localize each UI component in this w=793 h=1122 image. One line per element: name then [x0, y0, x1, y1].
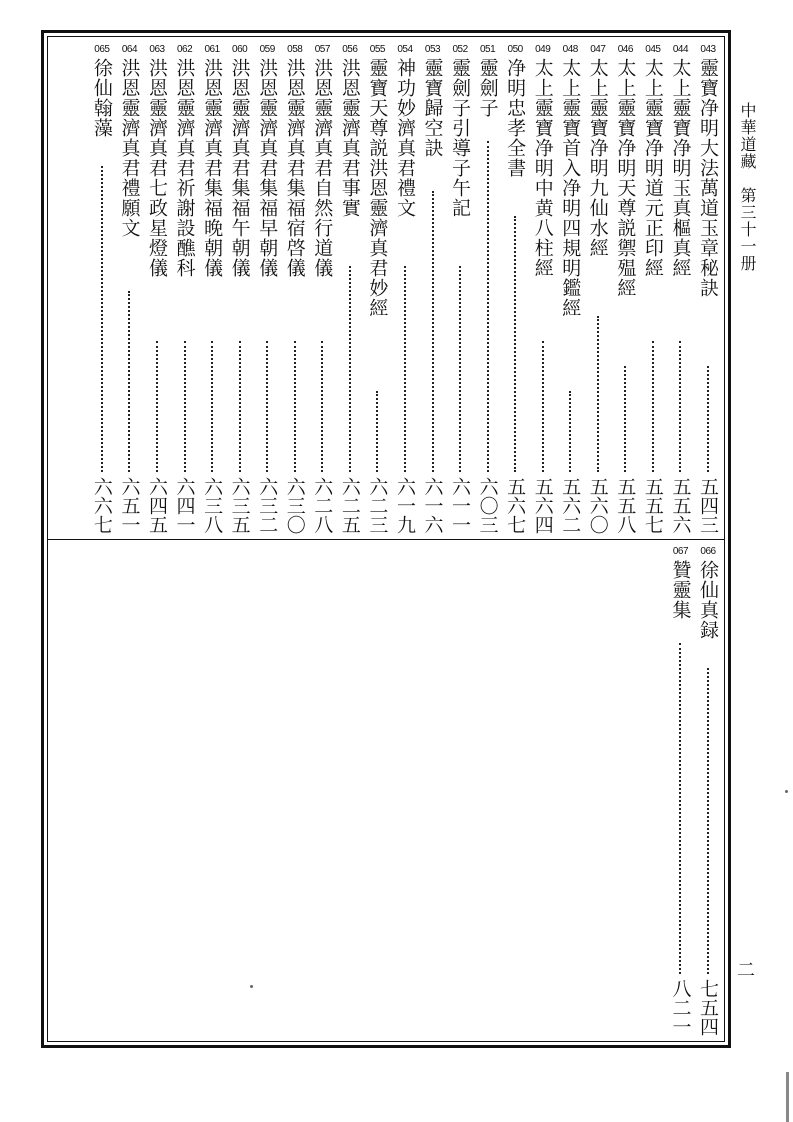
toc-entry: [556, 44, 584, 534]
entry-page-number: 六一一: [449, 477, 472, 534]
dot-leader: [624, 366, 626, 472]
dot-leader: [597, 316, 599, 472]
toc-entry: [446, 44, 474, 534]
dot-leader: [707, 668, 709, 974]
dot-leader: [294, 341, 296, 472]
toc-entry: [253, 44, 281, 534]
entry-page-number: 六五一: [118, 477, 141, 534]
scan-speck: [250, 985, 253, 988]
entry-title: 靈劍子: [476, 58, 499, 118]
entry-title: 贊靈集: [669, 560, 692, 620]
entry-page-number: 五六四: [531, 477, 554, 534]
entry-number: 044: [672, 44, 689, 55]
entry-title: 太上靈寶净明玉真樞真經: [669, 58, 692, 278]
entry-title: 靈劍子引導子午記: [449, 58, 472, 218]
entry-page-number: 五六〇: [586, 477, 609, 534]
dot-leader: [184, 341, 186, 472]
entry-title: 太上靈寶净明道元正印經: [641, 58, 664, 278]
entry-title: 洪恩靈濟真君自然行道儀: [311, 58, 334, 278]
entry-title: 靈寶天尊説洪恩靈濟真君妙經: [366, 58, 389, 318]
entry-number: 046: [617, 44, 633, 55]
dot-leader: [679, 341, 681, 472]
entry-number: 065: [94, 44, 110, 55]
entry-title: 洪恩靈濟真君祈謝設醮科: [173, 58, 196, 278]
toc-entry: [198, 44, 226, 534]
entry-page-number: 七五四: [697, 979, 719, 1036]
toc-entry: [88, 44, 116, 534]
dot-leader: [487, 141, 489, 472]
entry-page-number: 六三〇: [283, 477, 306, 534]
entry-page-number: 六二三: [366, 477, 389, 534]
entry-page-number: 六四一: [173, 477, 196, 534]
dot-leader: [707, 366, 709, 472]
dot-leader: [156, 341, 158, 472]
entry-title: 洪恩靈濟真君禮願文: [118, 58, 141, 238]
entry-title: 洪恩靈濟真君集福晚朝儀: [201, 58, 224, 278]
scan-edge-mark: [786, 1072, 789, 1122]
entry-title: 太上靈寶净明天尊説禦殟經: [614, 58, 637, 298]
entry-page-number: 六〇三: [476, 477, 499, 534]
running-header: [736, 102, 758, 272]
entry-number: 048: [562, 44, 578, 55]
entry-number: 051: [480, 44, 496, 55]
entry-page-number: 六四五: [146, 477, 168, 534]
dot-leader: [514, 216, 516, 472]
dot-leader: [652, 341, 654, 472]
entry-number: 050: [507, 44, 523, 55]
entry-title: 洪恩靈濟真君事實: [338, 58, 361, 218]
entry-page-number: 六二五: [338, 477, 361, 534]
dot-leader: [679, 643, 681, 974]
entry-number: 062: [176, 44, 193, 55]
toc-entry: [308, 44, 336, 534]
entry-title: 太上靈寶净明九仙水經: [586, 58, 609, 258]
entry-number: 057: [314, 44, 330, 55]
toc-entry: [171, 44, 199, 534]
toc-entry: [115, 44, 143, 534]
toc-entry: [694, 44, 722, 534]
entry-page-number: 六三八: [201, 477, 224, 534]
entry-number: 067: [672, 546, 689, 557]
entry-number: 058: [287, 44, 303, 55]
toc-entry: [666, 44, 694, 534]
entry-number: 056: [342, 44, 358, 55]
entry-page-number: 五六二: [559, 477, 582, 534]
entry-title: 神功妙濟真君禮文: [393, 58, 416, 218]
entry-title: 洪恩靈濟真君集福宿啓儀: [283, 58, 306, 278]
toc-entry: [666, 546, 694, 1036]
entry-title: 洪恩靈濟真君集福早朝儀: [256, 58, 279, 278]
toc-entry: [639, 44, 667, 534]
entry-title: 徐仙真録: [697, 560, 719, 640]
entry-number: 061: [204, 44, 220, 55]
entry-page-number: 五五七: [641, 477, 664, 534]
entry-title: 靈寶净明大法萬道玉章秘訣: [697, 58, 719, 298]
dot-leader: [569, 391, 571, 472]
entry-title: 徐仙翰藻: [90, 58, 113, 138]
entry-title: 洪恩靈濟真君集福午朝儀: [228, 58, 251, 278]
toc-entry: [529, 44, 557, 534]
toc-entry: [611, 44, 639, 534]
entry-page-number: 五六七: [504, 477, 527, 534]
dot-leader: [404, 266, 406, 472]
section-divider: [47, 539, 725, 540]
entry-page-number: 六三二: [256, 477, 279, 534]
toc-entry: [501, 44, 529, 534]
dot-leader: [376, 391, 378, 472]
entry-page-number: 五四三: [697, 477, 719, 534]
entry-page-number: 八二一: [669, 979, 692, 1036]
entry-number: 063: [149, 44, 165, 55]
dot-leader: [101, 166, 103, 472]
entry-number: 054: [397, 44, 413, 55]
toc-entry: [474, 44, 502, 534]
entry-number: 053: [424, 44, 441, 55]
entry-number: 055: [369, 44, 385, 55]
toc-entry: [226, 44, 254, 534]
dot-leader: [459, 266, 461, 472]
toc-entry: [419, 44, 447, 534]
entry-number: 049: [535, 44, 551, 55]
entry-page-number: 五五六: [669, 477, 692, 534]
dot-leader: [211, 341, 213, 472]
toc-entry: [584, 44, 612, 534]
toc-entry: [143, 44, 171, 534]
dot-leader: [349, 266, 351, 472]
dot-leader: [239, 341, 241, 472]
entry-title: 净明忠孝全書: [504, 58, 527, 178]
entry-title: 太上靈寶首入净明四規明鑑經: [559, 58, 582, 318]
entry-page-number: 五五八: [614, 477, 637, 534]
entry-number: 066: [700, 546, 716, 557]
dot-leader: [432, 191, 434, 472]
volume-label: 第三十一册: [738, 187, 757, 272]
entry-number: 059: [259, 44, 275, 55]
entry-number: 052: [452, 44, 468, 55]
entry-page-number: 六一六: [421, 477, 444, 534]
dot-leader: [321, 341, 323, 472]
entry-title: 太上靈寶净明中黄八柱經: [531, 58, 554, 278]
toc-entry: [391, 44, 419, 534]
entry-page-number: 六一九: [393, 477, 416, 534]
scan-speck: [785, 790, 788, 793]
entry-number: 064: [121, 44, 138, 55]
toc-entry: [363, 44, 391, 534]
entry-number: 045: [645, 44, 661, 55]
entry-title: 洪恩靈濟真君七政星燈儀: [146, 58, 168, 278]
entry-number: 047: [590, 44, 606, 55]
toc-entry: [336, 44, 364, 534]
entry-number: 043: [700, 44, 716, 55]
toc-entry: [281, 44, 309, 534]
entry-page-number: 六六七: [90, 477, 113, 534]
entry-title: 靈寶歸空訣: [421, 58, 444, 158]
folio-number: 二: [734, 960, 755, 978]
toc-entry: [694, 546, 722, 1036]
dot-leader: [266, 341, 268, 472]
book-title: 中華道藏: [738, 102, 757, 170]
entry-page-number: 六三五: [228, 477, 251, 534]
dot-leader: [542, 341, 544, 472]
entry-page-number: 六二八: [311, 477, 334, 534]
entry-number: 060: [232, 44, 248, 55]
dot-leader: [128, 291, 130, 472]
